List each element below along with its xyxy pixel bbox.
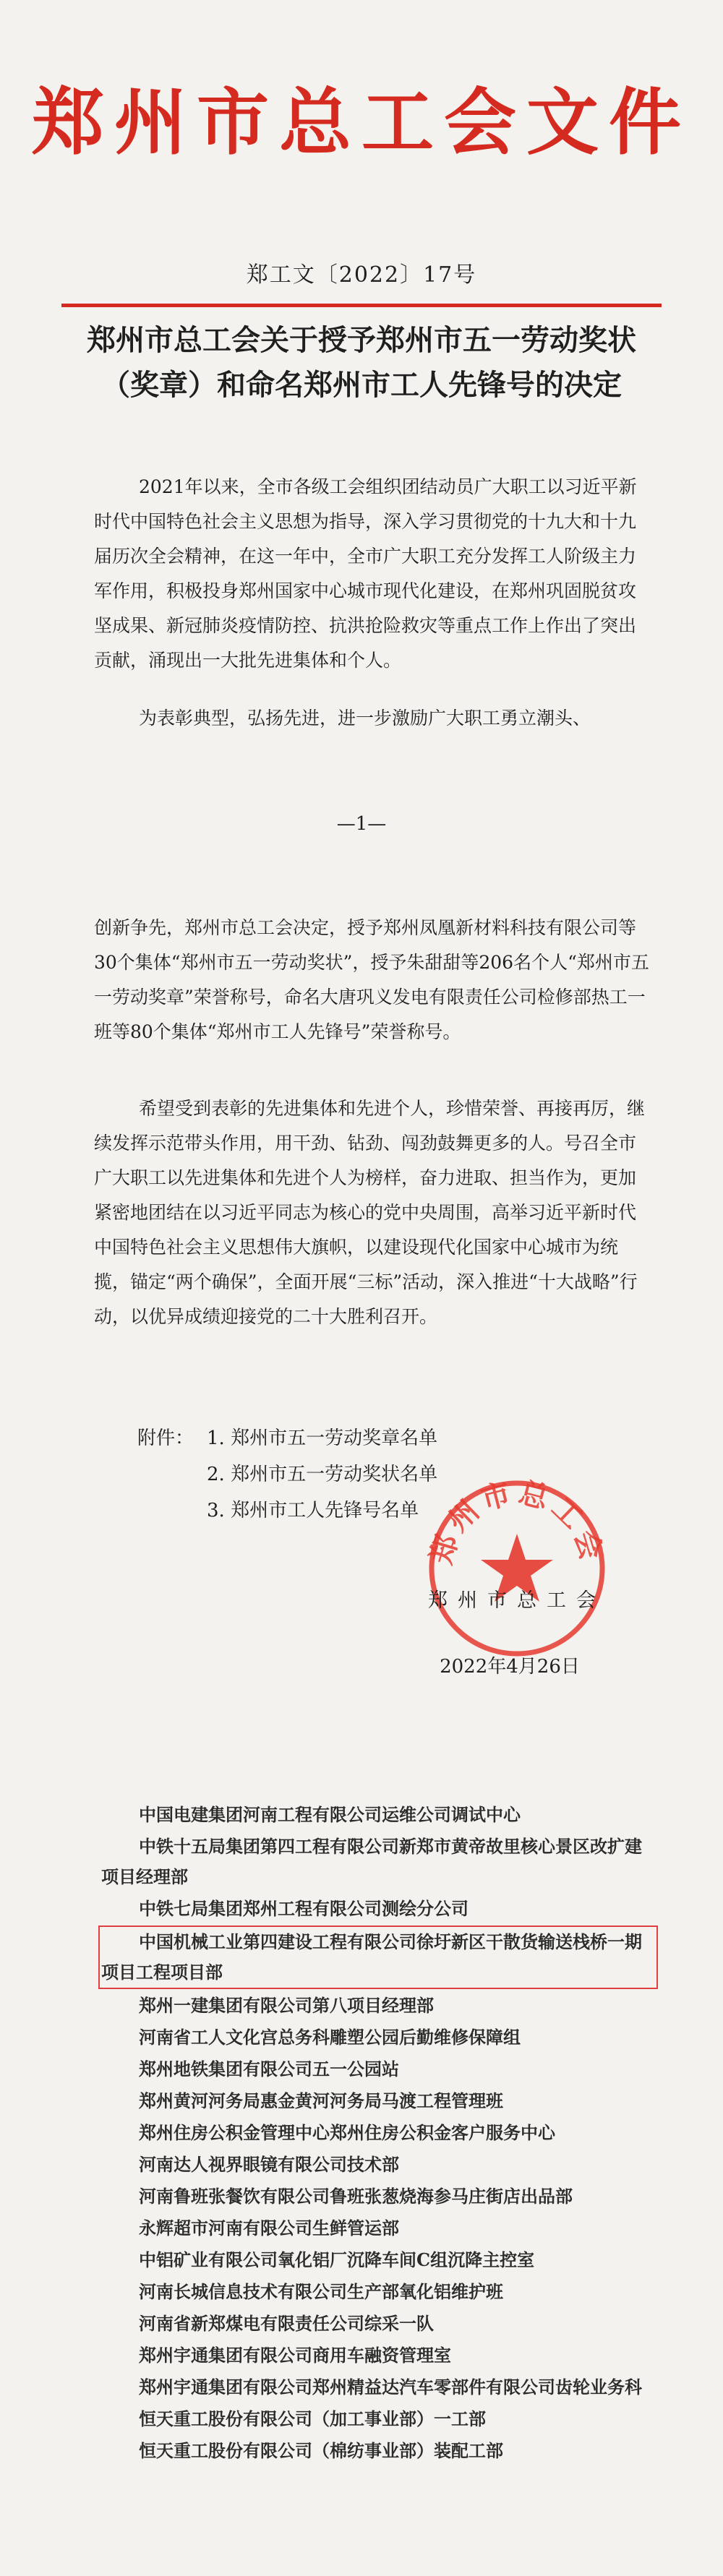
award-list: [101, 1800, 658, 2468]
list-item: 中铁七局集团郑州工程有限公司测绘分公司: [139, 1898, 469, 1919]
attachment-row: [137, 1420, 437, 1456]
list-item: 河南长城信息技术有限公司生产部氧化铝维护班: [139, 2281, 503, 2302]
list-item: 永辉超市河南有限公司生鲜管运部: [139, 2217, 399, 2238]
list-item: 郑州一建集团有限公司第八项目经理部: [139, 1995, 434, 2016]
list-item: 郑州宇通集团有限公司商用车融资管理室: [139, 2345, 451, 2366]
list-item: 河南省工人文化宫总务科雕塑公园后勤维修保障组: [139, 2027, 521, 2048]
list-item: 恒天重工股份有限公司（加工事业部）一工部: [139, 2408, 486, 2429]
list-item: 郑州宇通集团有限公司郑州精益达汽车零部件有限公司齿轮业务科: [139, 2377, 642, 2397]
document-number: 郑工文〔2022〕17号: [246, 262, 477, 288]
attachments-label: 附件：: [137, 1427, 194, 1449]
list-item: 郑州黄河河务局惠金黄河河务局马渡工程管理班: [139, 2090, 503, 2111]
body-paragraph-2-end: 创新争先，郑州市总工会决定，授予郑州凤凰新材料科技有限公司等30个集体“郑州市五一劳动奖状”，授予朱甜甜等206名个人“郑州市五一劳动奖章”荣誉称号，命名大唐巩义发电有限责任公司检修部热工一班等80个集体“郑州市工人先锋号”荣誉称号。: [94, 917, 649, 1042]
body-paragraph-3: 希望受到表彰的先进集体和先进个人，珍惜荣誉、再接再厉，继续发挥示范带头作用，用干劲、钻劲、闯劲鼓舞更多的人。号召全市广大职工以先进集体和先进个人为榜样，奋力进取、担当作为，更加紧密地团结在以习近平同志为核心的党中央周围，高举习近平新时代中国特色社会主义思想伟大旗帜，以建设现代化国家中心城市为统揽，锚定“两个确保”，全面开展“三标”活动，深入推进“十大战略”行动，以优异成绩迎接党的二十大胜利召开。: [94, 1098, 646, 1327]
red-divider-line: [61, 304, 662, 307]
signing-date: 2022年4月26日: [440, 1656, 580, 1678]
attachment-item: 1. 郑州市五一劳动奖章名单: [207, 1427, 438, 1449]
list-item: 恒天重工股份有限公司（棉纺事业部）装配工部: [139, 2440, 503, 2461]
attachment-row: [137, 1493, 437, 1529]
attachment-item: 3. 郑州市工人先锋号名单: [207, 1500, 419, 1521]
masthead: 郑州市总工会文件: [32, 80, 691, 165]
attachment-row: [137, 1456, 437, 1493]
official-seal: [423, 1474, 611, 1662]
page-number: —1—: [336, 813, 387, 835]
list-item: 河南达人视界眼镜有限公司技术部: [139, 2154, 399, 2175]
body-paragraph-1: 2021年以来，全市各级工会组织团结动员广大职工以习近平新时代中国特色社会主义思想为指导，深入学习贯彻党的十九大和十九届历次全会精神，在这一年中，全市广大职工充分发挥工人阶级主力军作用，积极投身郑州国家中心城市现代化建设，在郑州巩固脱贫攻坚成果、新冠肺炎疫情防控、抗洪抢险救灾等重点工作上作出了突出贡献，涌现出一大批先进集体和个人。: [94, 476, 637, 671]
document-title: 郑州市总工会关于授予郑州市五一劳动奖状（奖章）和命名郑州市工人先锋号的决定: [87, 323, 636, 402]
list-item: 郑州住房公积金管理中心郑州住房公积金客户服务中心: [139, 2122, 555, 2143]
highlighted-list-item: 中国机械工业第四建设工程有限公司徐圩新区干散货输送栈桥一期项目工程项目部: [98, 1925, 658, 1989]
list-item: 中铁十五局集团第四工程有限公司新郑市黄帝故里核心景区改扩建项目经理部: [101, 1836, 642, 1887]
attachment-item: 2. 郑州市五一劳动奖状名单: [207, 1464, 438, 1485]
list-item: 河南省新郑煤电有限责任公司综采一队: [139, 2313, 434, 2334]
seal-text: 郑州市总工会: [424, 1476, 609, 1568]
attachments-block: [137, 1420, 437, 1529]
list-item: 中铝矿业有限公司氧化铝厂沉降车间C组沉降主控室: [139, 2249, 535, 2270]
signing-organization: 郑州市总工会: [428, 1589, 606, 1612]
list-item: 郑州地铁集团有限公司五一公园站: [139, 2058, 399, 2079]
list-item: 河南鲁班张餐饮有限公司鲁班张葱烧海参马庄街店出品部: [139, 2186, 573, 2207]
body-paragraph-2-start: 为表彰典型，弘扬先进，进一步激励广大职工勇立潮头、: [139, 708, 591, 729]
list-item: 中国电建集团河南工程有限公司运维公司调试中心: [139, 1804, 521, 1825]
